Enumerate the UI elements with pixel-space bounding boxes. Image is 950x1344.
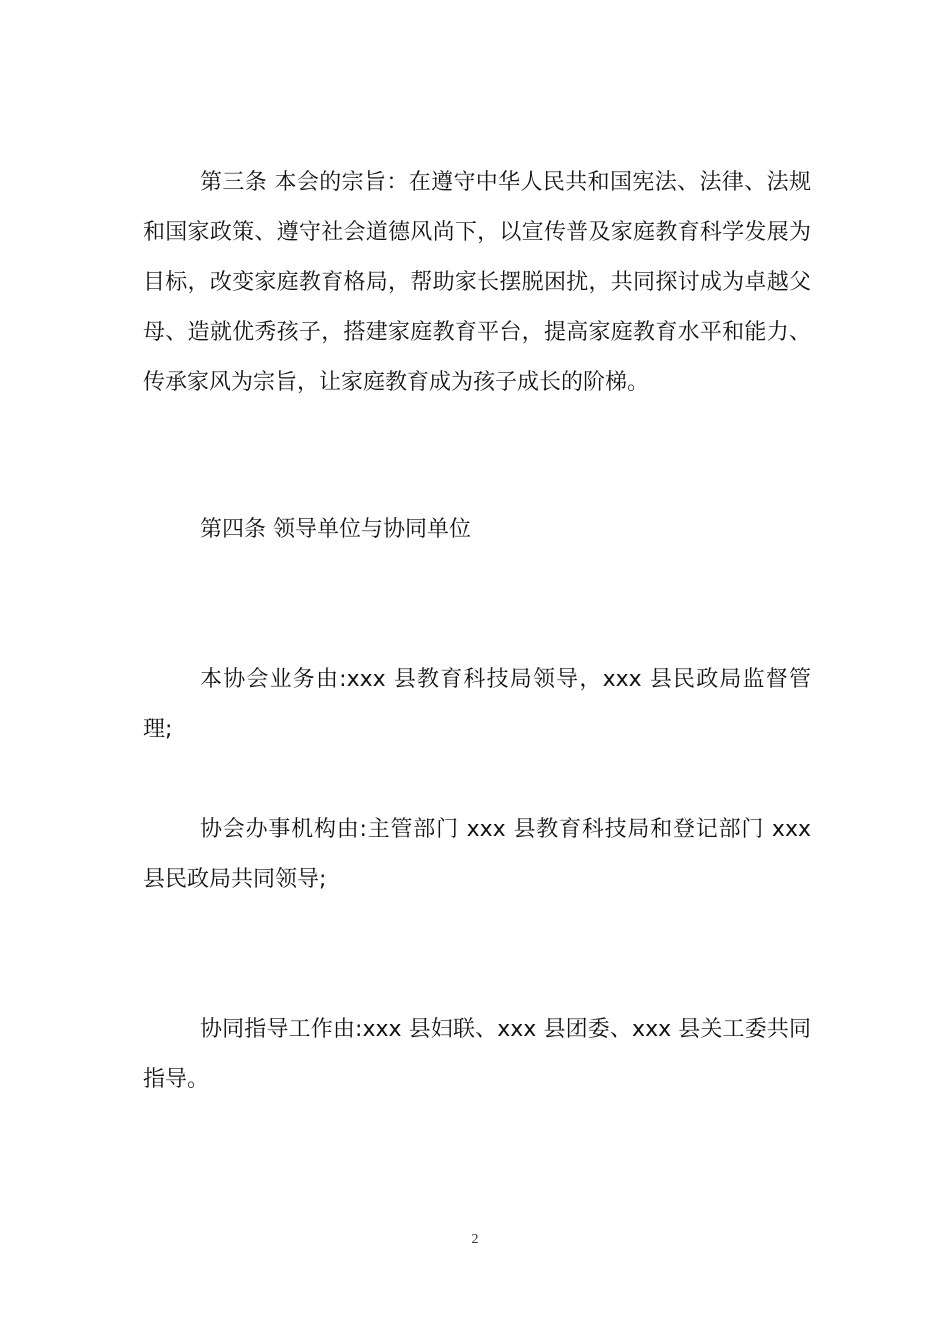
collaborative-guidance-paragraph: 协同指导工作由:xxx 县妇联、xxx 县团委、xxx 县关工委共同指导。 bbox=[143, 1017, 811, 1092]
article-four-heading: 第四条 领导单位与协同单位 bbox=[200, 517, 471, 542]
article-three-purpose-paragraph: 第三条 本会的宗旨：在遵守中华人民共和国宪法、法律、法规和国家政策、遵守社会道德风尚下，以宣传普及家庭教育科学发展为目标，改变家庭教育格局，帮助家长摆脱困扰，共同探讨成为卓越父母、造就优秀孩子，搭建家庭教育平台，提高家庭教育水平和能力、传承家风为宗旨，让家庭教育成为孩子成长的阶梯。 bbox=[143, 170, 811, 395]
page-number: 2 bbox=[471, 1232, 479, 1247]
office-leadership-paragraph: 协会办事机构由:主管部门 xxx 县教育科技局和登记部门 xxx 县民政局共同领导; bbox=[143, 817, 811, 892]
business-leadership-paragraph: 本协会业务由:xxx 县教育科技局领导，xxx 县民政局监督管理; bbox=[143, 667, 811, 742]
